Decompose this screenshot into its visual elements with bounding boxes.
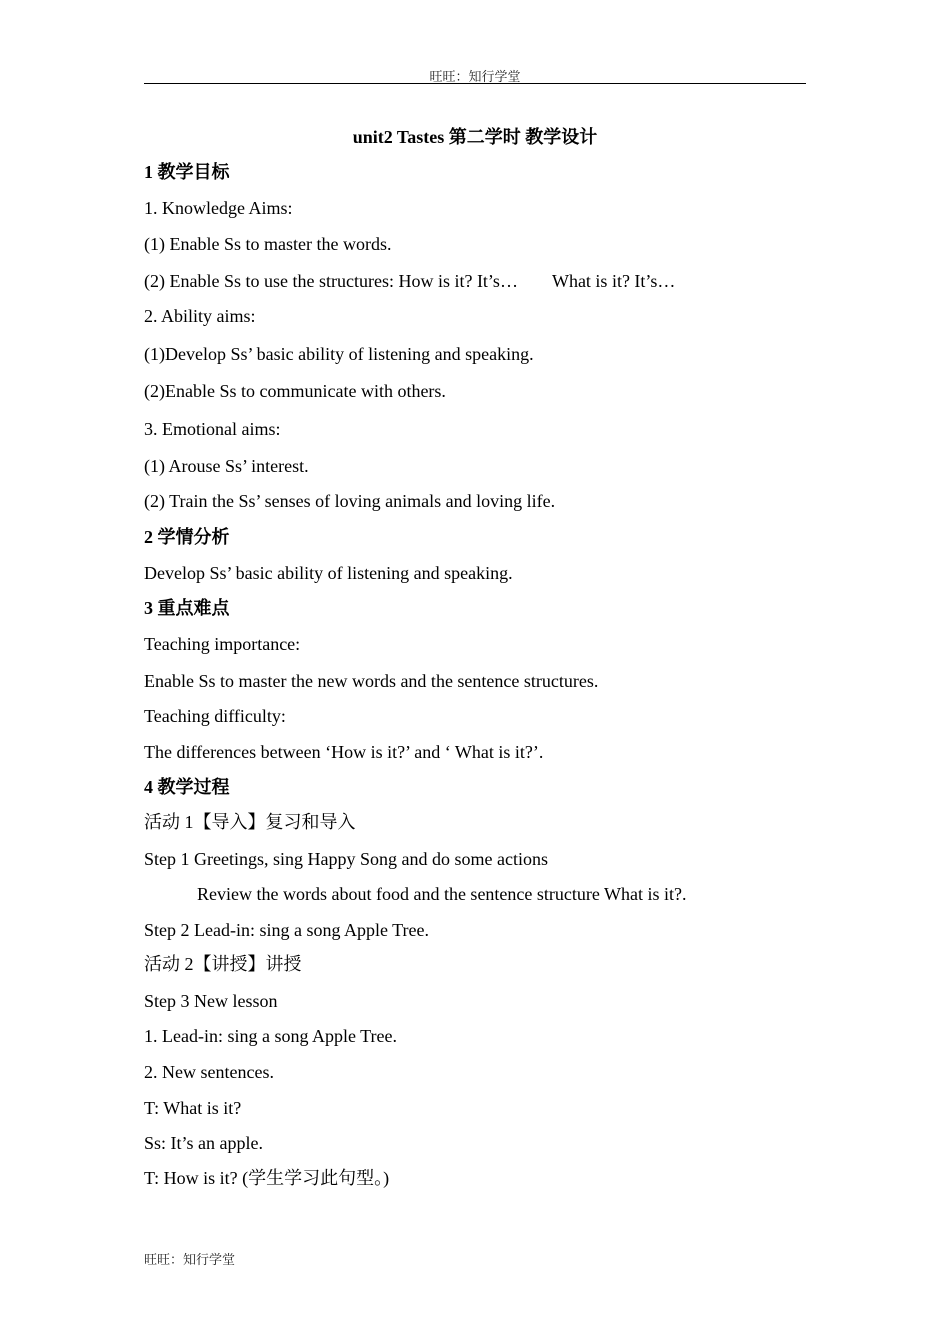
page-footer: 旺旺：知行学堂 bbox=[144, 1252, 236, 1267]
paragraph: 3. Emotional aims: bbox=[144, 419, 281, 439]
paragraph: (2) Train the Ss’ senses of loving animals and loving life. bbox=[144, 491, 556, 511]
paragraph: Step 3 New lesson bbox=[144, 991, 278, 1011]
paragraph: 1. Knowledge Aims: bbox=[144, 198, 293, 218]
paragraph: Review the words about food and the sentence structure What is it?. bbox=[197, 884, 687, 904]
paragraph: T: How is it? (学生学习此句型。) bbox=[144, 1168, 390, 1188]
section-heading-analysis: 2 学情分析 bbox=[144, 527, 230, 547]
paragraph: (1)Develop Ss’ basic ability of listening and speaking. bbox=[144, 344, 534, 364]
section-heading-key-points: 3 重点难点 bbox=[144, 598, 230, 618]
paragraph: (1) Enable Ss to master the words. bbox=[144, 234, 392, 254]
paragraph: The differences between ‘How is it?’ and ‘ What is it?’. bbox=[144, 742, 544, 762]
paragraph-part: (2) Enable Ss to use the structures: How is it? It’s… bbox=[144, 271, 518, 291]
activity-heading: 活动 1【导入】复习和导入 bbox=[144, 812, 356, 832]
paragraph: 2. Ability aims: bbox=[144, 306, 256, 326]
paragraph bbox=[144, 270, 675, 292]
paragraph: Ss: It’s an apple. bbox=[144, 1133, 263, 1153]
paragraph: 2. New sentences. bbox=[144, 1062, 274, 1082]
header-divider bbox=[144, 83, 806, 84]
document-title: unit2 Tastes 第二学时 教学设计 bbox=[352, 127, 598, 147]
paragraph: Teaching difficulty: bbox=[144, 706, 286, 726]
paragraph: (2)Enable Ss to communicate with others. bbox=[144, 381, 446, 401]
page-header: 旺旺：知行学堂 bbox=[429, 69, 521, 84]
section-heading-process: 4 教学过程 bbox=[144, 777, 230, 797]
paragraph: Enable Ss to master the new words and the sentence structures. bbox=[144, 671, 599, 691]
activity-heading: 活动 2【讲授】讲授 bbox=[144, 954, 302, 974]
paragraph: T: What is it? bbox=[144, 1098, 242, 1118]
paragraph: 1. Lead-in: sing a song Apple Tree. bbox=[144, 1026, 397, 1046]
paragraph-part: What is it? It’s… bbox=[551, 271, 676, 291]
paragraph: Develop Ss’ basic ability of listening and speaking. bbox=[144, 563, 513, 583]
paragraph: (1) Arouse Ss’ interest. bbox=[144, 456, 309, 476]
paragraph: Step 2 Lead-in: sing a song Apple Tree. bbox=[144, 920, 429, 940]
section-heading-objectives: 1 教学目标 bbox=[144, 162, 230, 182]
paragraph: Step 1 Greetings, sing Happy Song and do some actions bbox=[144, 849, 548, 869]
paragraph: Teaching importance: bbox=[144, 634, 301, 654]
